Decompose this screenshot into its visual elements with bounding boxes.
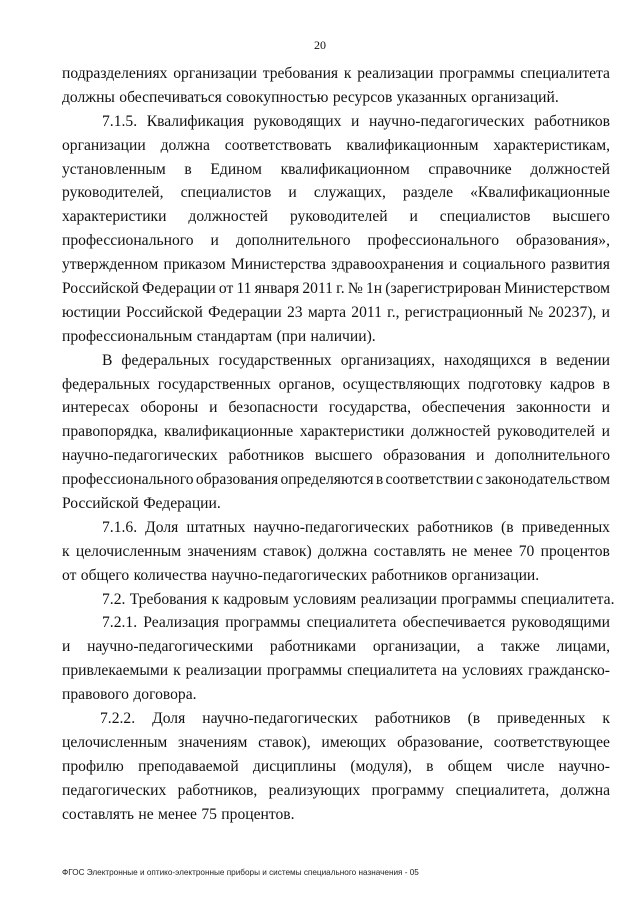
text-line: 7.2.1. Реализация программы специалитета обеспечивается руководящими <box>102 614 610 632</box>
text-line: утвержденном приказом Министерства здравоохранения и социального развития <box>62 256 610 274</box>
text-line: правового договора. <box>62 686 197 704</box>
paragraph <box>62 707 610 826</box>
paragraph <box>62 349 610 516</box>
text-line: целочисленным значениям ставок), имеющих образование, соответствующее <box>62 733 610 751</box>
text-line: привлекаемыми к реализации программы специалитета на условиях гражданско- <box>62 662 610 680</box>
text-line: организации должна соответствовать квалификационным характеристикам, <box>62 136 610 154</box>
paragraph <box>62 611 610 707</box>
text-line: 7.1.6. Доля штатных научно-педагогических работников (в приведенных <box>102 518 610 536</box>
document-body <box>62 62 615 827</box>
text-line: научно-педагогических работников высшего образования и дополнительного <box>62 447 610 465</box>
text-line: установленным в Едином квалификационном справочнике должностей <box>62 160 610 178</box>
text-line: должны обеспечиваться совокупностью ресурсов указанных организаций. <box>62 88 559 106</box>
text-line: к целочисленным значениям ставок) должна составлять не менее 70 процентов <box>62 542 610 560</box>
text-line: подразделениях организации требования к реализации программы специалитета <box>62 65 610 82</box>
text-line: и научно-педагогическими работниками организации, а также лицами, <box>62 638 610 656</box>
text-line: В федеральных государственных организациях, находящихся в ведении <box>102 351 610 369</box>
text-line: характеристики должностей руководителей и специалистов высшего <box>62 208 610 226</box>
text-line: 7.2. Требования к кадровым условиям реализации программы специалитета. <box>102 590 615 608</box>
text-line: профессионального и дополнительного профессионального образования», <box>62 232 610 250</box>
text-line: Российской Федерации. <box>62 495 221 513</box>
text-line: 7.2.2. Доля научно-педагогических работников (в приведенных к <box>100 710 610 728</box>
text-line: профессионального образования определяются в соответствии с законодательством <box>62 471 610 489</box>
text-line: федеральных государственных органов, осуществляющих подготовку кадров в <box>62 375 610 393</box>
text-line: Российской Федерации от 11 января 2011 г. № 1н (зарегистрирован Министерством <box>62 280 610 298</box>
text-line: профилю преподаваемой дисциплины (модуля), в общем числе научно- <box>62 757 610 775</box>
text-line: юстиции Российской Федерации 23 марта 2011 г., регистрационный № 20237), и <box>62 303 610 321</box>
text-line: педагогических работников, реализующих программу специалитета, должна <box>62 781 610 799</box>
text-line: 7.1.5. Квалификация руководящих и научно-педагогических работников <box>102 112 610 130</box>
page-footer: ФГОС Электронные и оптико-электронные приборы и системы специального назначения - 05 <box>62 868 419 877</box>
text-line: профессиональным стандартам (при наличии). <box>62 327 376 345</box>
page-number: 20 <box>314 38 326 52</box>
paragraph <box>62 588 615 612</box>
text-line: составлять не менее 75 процентов. <box>62 805 295 823</box>
paragraph <box>62 110 610 349</box>
paragraph <box>62 62 610 110</box>
paragraph <box>62 516 610 588</box>
text-line: правопорядка, квалификационные характеристики должностей руководителей и <box>62 423 610 441</box>
text-line: интересах обороны и безопасности государства, обеспечения законности и <box>62 399 610 417</box>
text-line: от общего количества научно-педагогических работников организации. <box>62 566 540 584</box>
text-line: руководителей, специалистов и служащих, разделе «Квалификационные <box>62 184 610 202</box>
